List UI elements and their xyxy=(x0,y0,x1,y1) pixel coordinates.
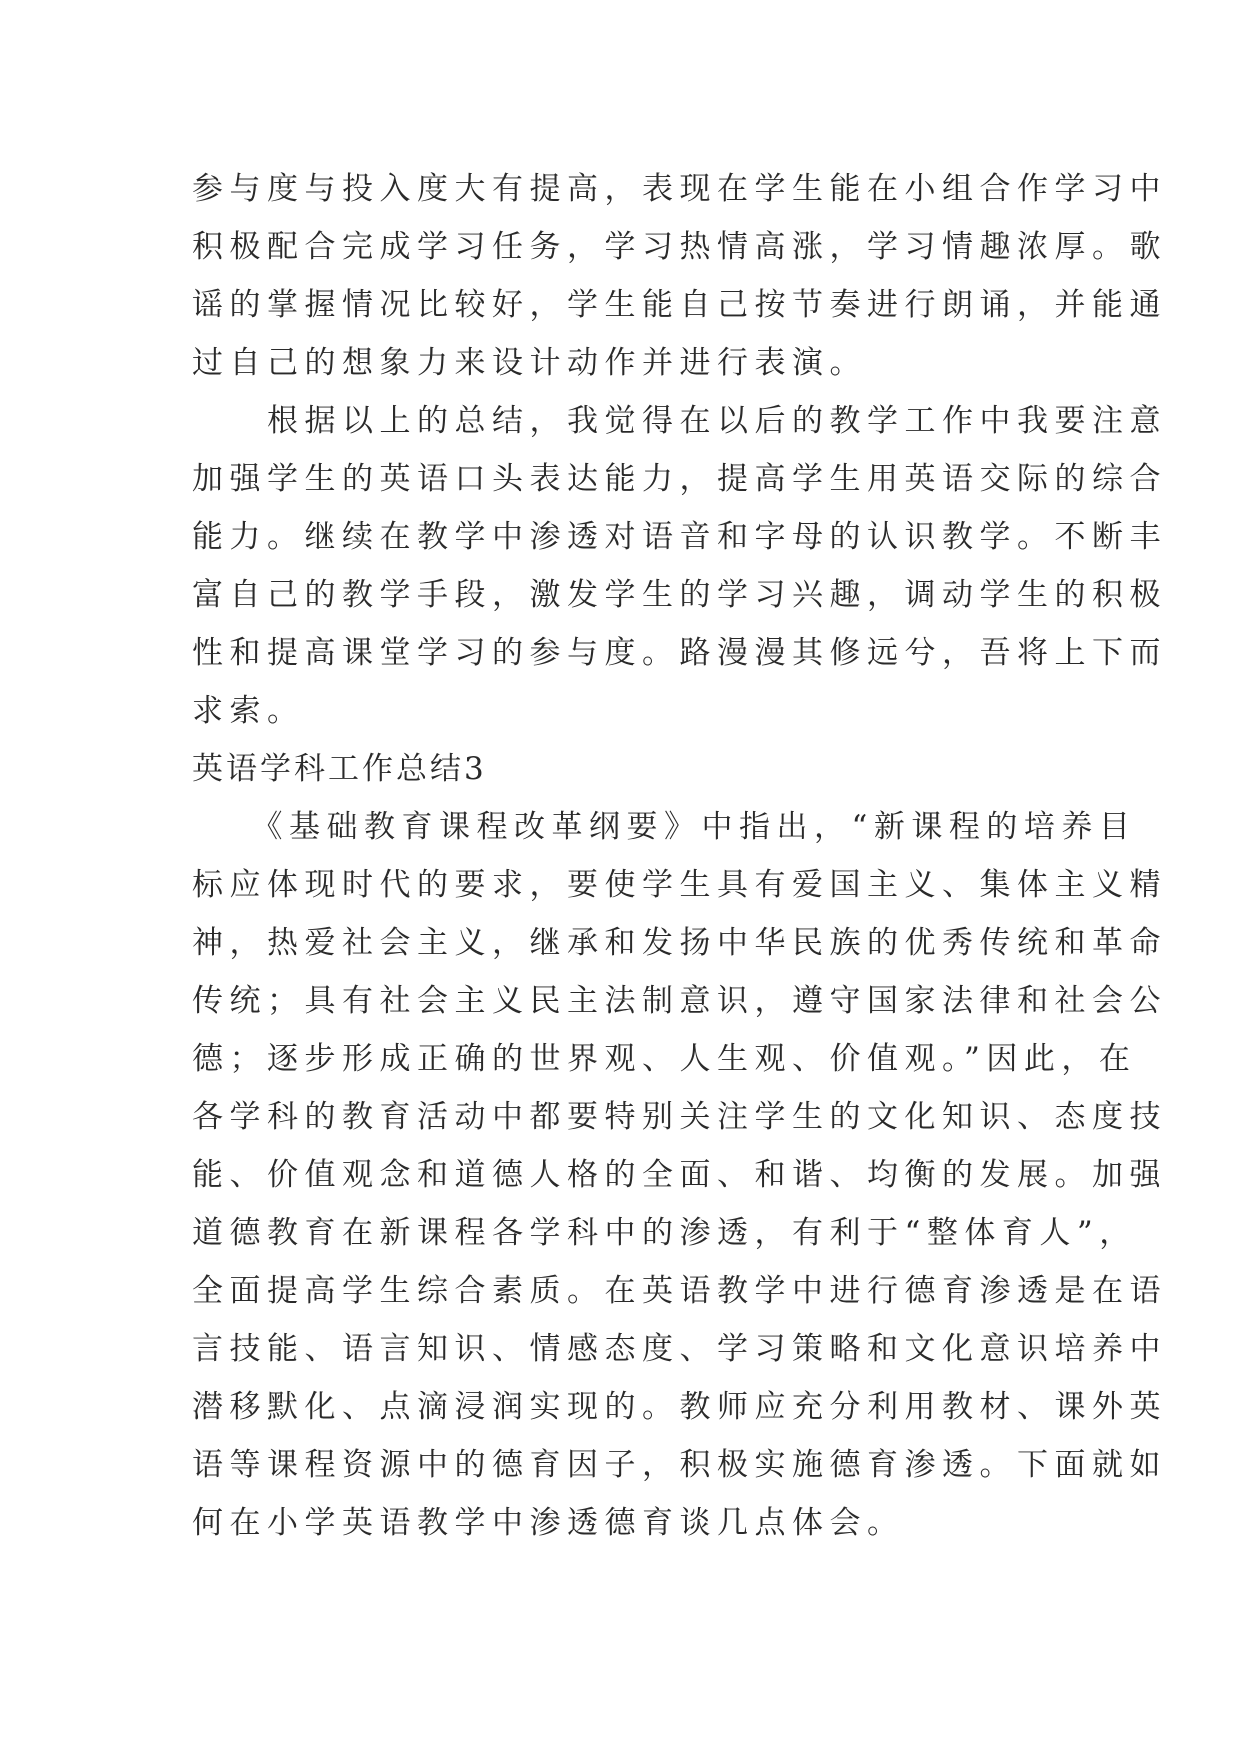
text-line: 标应体现时代的要求，要使学生具有爱国主义、集体主义精 xyxy=(192,867,1167,903)
text-line: 富自己的教学手段，激发学生的学习兴趣，调动学生的积极 xyxy=(192,577,1167,613)
text-line: 过自己的想象力来设计动作并进行表演。 xyxy=(192,345,867,381)
text-line: 求索。 xyxy=(192,693,305,729)
text-line: 能、价值观念和道德人格的全面、和谐、均衡的发展。加强 xyxy=(192,1157,1167,1193)
text-line: 德；逐步形成正确的世界观、人生观、价值观。”因此，在 xyxy=(192,1041,1137,1077)
text-line: 加强学生的英语口头表达能力，提高学生用英语交际的综合 xyxy=(192,461,1167,497)
text-line: 积极配合完成学习任务，学习热情高涨，学习情趣浓厚。歌 xyxy=(192,229,1167,265)
text-line: 何在小学英语教学中渗透德育谈几点体会。 xyxy=(192,1505,905,1541)
text-line: 语等课程资源中的德育因子，积极实施德育渗透。下面就如 xyxy=(192,1447,1167,1483)
document-body xyxy=(192,160,1167,1552)
text-line: 神，热爱社会主义，继承和发扬中华民族的优秀传统和革命 xyxy=(192,925,1167,961)
paragraph-1 xyxy=(192,160,1167,392)
text-line: 各学科的教育活动中都要特别关注学生的文化知识、态度技 xyxy=(192,1099,1167,1135)
text-line: 能力。继续在教学中渗透对语音和字母的认识教学。不断丰 xyxy=(192,519,1167,555)
section-heading: 英语学科工作总结3 xyxy=(192,751,487,787)
text-line: 道德教育在新课程各学科中的渗透，有利于“整体育人”， xyxy=(192,1215,1137,1251)
text-line: 《基础教育课程改革纲要》中指出，“新课程的培养目 xyxy=(192,809,1137,845)
paragraph-2 xyxy=(192,392,1167,740)
paragraph-3 xyxy=(192,798,1167,1552)
text-line: 谣的掌握情况比较好，学生能自己按节奏进行朗诵，并能通 xyxy=(192,287,1167,323)
text-line: 参与度与投入度大有提高，表现在学生能在小组合作学习中 xyxy=(192,171,1167,207)
text-line: 全面提高学生综合素质。在英语教学中进行德育渗透是在语 xyxy=(192,1273,1167,1309)
text-line: 传统；具有社会主义民主法制意识，遵守国家法律和社会公 xyxy=(192,983,1167,1019)
text-line: 言技能、语言知识、情感态度、学习策略和文化意识培养中 xyxy=(192,1331,1167,1367)
text-line: 潜移默化、点滴浸润实现的。教师应充分利用教材、课外英 xyxy=(192,1389,1167,1425)
text-line: 根据以上的总结，我觉得在以后的教学工作中我要注意 xyxy=(192,403,1167,439)
text-line: 性和提高课堂学习的参与度。路漫漫其修远兮，吾将上下而 xyxy=(192,635,1167,671)
